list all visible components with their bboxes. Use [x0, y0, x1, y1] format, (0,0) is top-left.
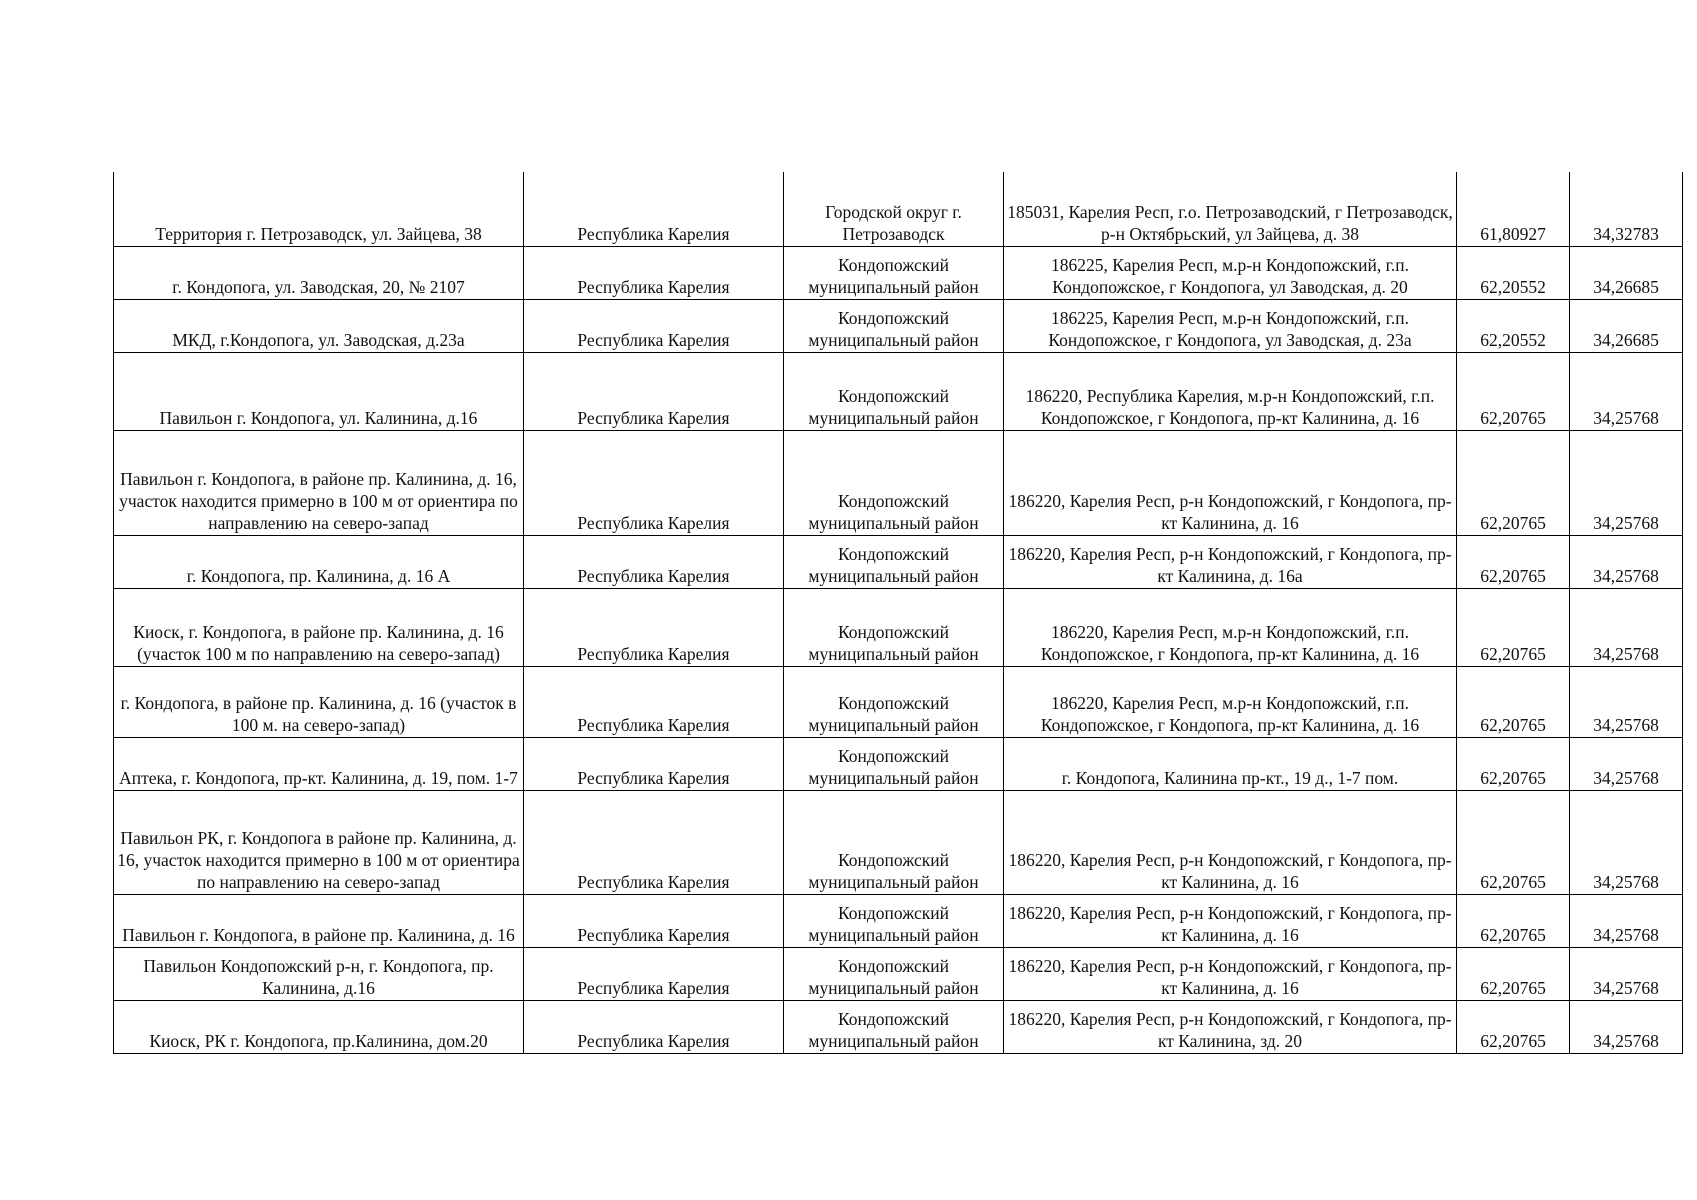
district-cell: Кондопожский муниципальный район — [784, 352, 1004, 430]
region-cell: Республика Карелия — [524, 299, 784, 352]
district-cell: Кондопожский муниципальный район — [784, 535, 1004, 588]
longitude-cell: 34,25768 — [1570, 947, 1683, 1000]
table-row — [114, 430, 1683, 535]
district-cell: Кондопожский муниципальный район — [784, 894, 1004, 947]
latitude-cell: 62,20552 — [1457, 246, 1570, 299]
latitude-cell: 62,20765 — [1457, 894, 1570, 947]
table-row — [114, 1000, 1683, 1053]
region-cell: Республика Карелия — [524, 535, 784, 588]
district-cell: Кондопожский муниципальный район — [784, 588, 1004, 666]
region-cell: Республика Карелия — [524, 894, 784, 947]
region-cell: Республика Карелия — [524, 588, 784, 666]
region-cell: Республика Карелия — [524, 666, 784, 737]
address-cell: 186220, Карелия Респ, м.р-н Кондопожский, г.п. Кондопожское, г Кондопога, пр-кт Калинина, д. 16 — [1004, 666, 1457, 737]
longitude-cell: 34,25768 — [1570, 666, 1683, 737]
longitude-cell: 34,25768 — [1570, 737, 1683, 790]
longitude-cell: 34,25768 — [1570, 790, 1683, 894]
latitude-cell: 62,20765 — [1457, 790, 1570, 894]
longitude-cell: 34,26685 — [1570, 246, 1683, 299]
longitude-cell: 34,25768 — [1570, 894, 1683, 947]
object-name-cell: Киоск, г. Кондопога, в районе пр. Калинина, д. 16 (участок 100 м по направлению на северо-запад) — [114, 588, 524, 666]
object-name-cell: г. Кондопога, пр. Калинина, д. 16 А — [114, 535, 524, 588]
object-name-cell: Павильон г. Кондопога, в районе пр. Калинина, д. 16, участок находится примерно в 100 м от ориентира по направлению на северо-запад — [114, 430, 524, 535]
district-cell: Кондопожский муниципальный район — [784, 1000, 1004, 1053]
region-cell: Республика Карелия — [524, 430, 784, 535]
longitude-cell: 34,25768 — [1570, 535, 1683, 588]
region-cell: Республика Карелия — [524, 790, 784, 894]
address-cell: 186220, Карелия Респ, р-н Кондопожский, г Кондопога, пр-кт Калинина, д. 16 — [1004, 790, 1457, 894]
object-name-cell: г. Кондопога, ул. Заводская, 20, № 2107 — [114, 246, 524, 299]
table-row — [114, 737, 1683, 790]
object-name-cell: Аптека, г. Кондопога, пр-кт. Калинина, д. 19, пом. 1-7 — [114, 737, 524, 790]
district-cell: Кондопожский муниципальный район — [784, 790, 1004, 894]
address-cell: 186220, Карелия Респ, р-н Кондопожский, г Кондопога, пр-кт Калинина, д. 16 — [1004, 947, 1457, 1000]
address-cell: 186225, Карелия Респ, м.р-н Кондопожский, г.п. Кондопожское, г Кондопога, ул Заводская, д. 20 — [1004, 246, 1457, 299]
region-cell: Республика Карелия — [524, 1000, 784, 1053]
region-cell: Республика Карелия — [524, 172, 784, 246]
address-cell: 185031, Карелия Респ, г.о. Петрозаводский, г Петрозаводск, р-н Октябрьский, ул Зайцева, д. 38 — [1004, 172, 1457, 246]
table-row — [114, 299, 1683, 352]
region-cell: Республика Карелия — [524, 246, 784, 299]
address-cell: 186220, Карелия Респ, р-н Кондопожский, г Кондопога, пр-кт Калинина, зд. 20 — [1004, 1000, 1457, 1053]
longitude-cell: 34,25768 — [1570, 588, 1683, 666]
longitude-cell: 34,32783 — [1570, 172, 1683, 246]
table-row — [114, 246, 1683, 299]
district-cell: Кондопожский муниципальный район — [784, 299, 1004, 352]
district-cell: Городской округ г. Петрозаводск — [784, 172, 1004, 246]
region-cell: Республика Карелия — [524, 947, 784, 1000]
latitude-cell: 62,20765 — [1457, 947, 1570, 1000]
address-cell: 186220, Карелия Респ, р-н Кондопожский, г Кондопога, пр-кт Калинина, д. 16а — [1004, 535, 1457, 588]
district-cell: Кондопожский муниципальный район — [784, 947, 1004, 1000]
district-cell: Кондопожский муниципальный район — [784, 737, 1004, 790]
table-row — [114, 894, 1683, 947]
table-row — [114, 535, 1683, 588]
latitude-cell: 62,20765 — [1457, 737, 1570, 790]
latitude-cell: 62,20765 — [1457, 430, 1570, 535]
latitude-cell: 62,20765 — [1457, 352, 1570, 430]
address-cell: 186220, Карелия Респ, р-н Кондопожский, г Кондопога, пр-кт Калинина, д. 16 — [1004, 430, 1457, 535]
longitude-cell: 34,26685 — [1570, 299, 1683, 352]
latitude-cell: 62,20765 — [1457, 588, 1570, 666]
locations-table — [113, 172, 1683, 1054]
district-cell: Кондопожский муниципальный район — [784, 246, 1004, 299]
address-cell: 186220, Республика Карелия, м.р-н Кондопожский, г.п. Кондопожское, г Кондопога, пр-кт Калинина, д. 16 — [1004, 352, 1457, 430]
table-row — [114, 172, 1683, 246]
district-cell: Кондопожский муниципальный район — [784, 430, 1004, 535]
object-name-cell: Павильон г. Кондопога, в районе пр. Калинина, д. 16 — [114, 894, 524, 947]
address-cell: г. Кондопога, Калинина пр-кт., 19 д., 1-7 пом. — [1004, 737, 1457, 790]
object-name-cell: Павильон Кондопожский р-н, г. Кондопога, пр. Калинина, д.16 — [114, 947, 524, 1000]
longitude-cell: 34,25768 — [1570, 352, 1683, 430]
region-cell: Республика Карелия — [524, 352, 784, 430]
district-cell: Кондопожский муниципальный район — [784, 666, 1004, 737]
region-cell: Республика Карелия — [524, 737, 784, 790]
table-row — [114, 947, 1683, 1000]
table-row — [114, 352, 1683, 430]
object-name-cell: МКД, г.Кондопога, ул. Заводская, д.23а — [114, 299, 524, 352]
latitude-cell: 62,20552 — [1457, 299, 1570, 352]
longitude-cell: 34,25768 — [1570, 1000, 1683, 1053]
latitude-cell: 61,80927 — [1457, 172, 1570, 246]
object-name-cell: Павильон РК, г. Кондопога в районе пр. Калинина, д. 16, участок находится примерно в 100 м от ориентира по направлению на северо-запад — [114, 790, 524, 894]
address-cell: 186220, Карелия Респ, р-н Кондопожский, г Кондопога, пр-кт Калинина, д. 16 — [1004, 894, 1457, 947]
table-row — [114, 790, 1683, 894]
object-name-cell: г. Кондопога, в районе пр. Калинина, д. 16 (участок в 100 м. на северо-запад) — [114, 666, 524, 737]
object-name-cell: Киоск, РК г. Кондопога, пр.Калинина, дом.20 — [114, 1000, 524, 1053]
latitude-cell: 62,20765 — [1457, 666, 1570, 737]
latitude-cell: 62,20765 — [1457, 1000, 1570, 1053]
address-cell: 186225, Карелия Респ, м.р-н Кондопожский, г.п. Кондопожское, г Кондопога, ул Заводская, д. 23а — [1004, 299, 1457, 352]
address-cell: 186220, Карелия Респ, м.р-н Кондопожский, г.п. Кондопожское, г Кондопога, пр-кт Калинина, д. 16 — [1004, 588, 1457, 666]
latitude-cell: 62,20765 — [1457, 535, 1570, 588]
longitude-cell: 34,25768 — [1570, 430, 1683, 535]
table-row — [114, 588, 1683, 666]
object-name-cell: Территория г. Петрозаводск, ул. Зайцева, 38 — [114, 172, 524, 246]
object-name-cell: Павильон г. Кондопога, ул. Калинина, д.16 — [114, 352, 524, 430]
table-row — [114, 666, 1683, 737]
